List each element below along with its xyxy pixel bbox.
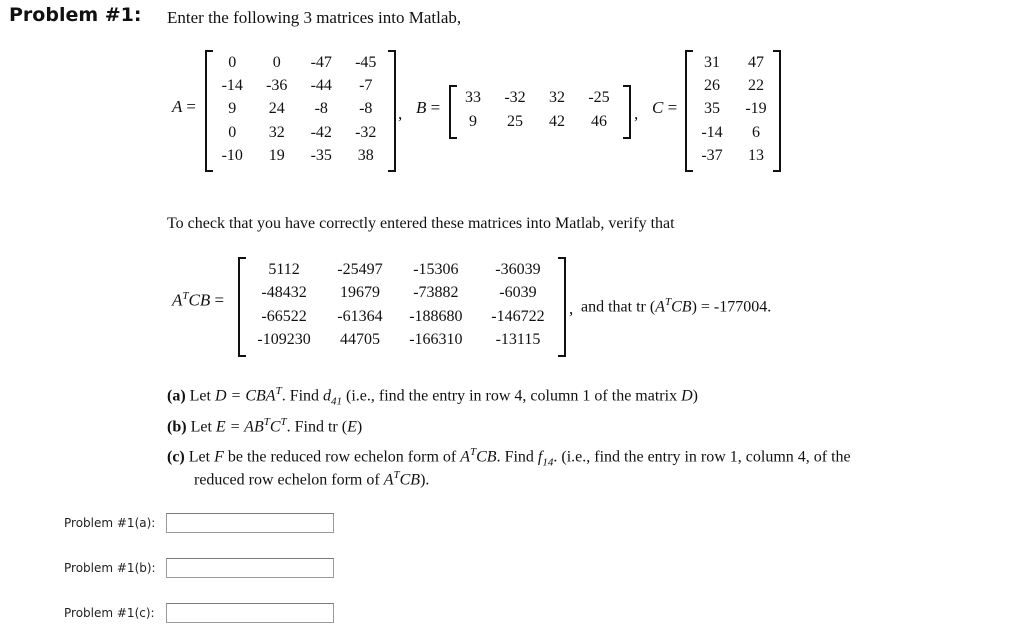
product-matrix-cell: 19679 [339,284,380,302]
answer-b-label: Problem #1(b): [64,561,156,575]
product-matrix-cell: -25497 [337,260,383,278]
matrix-c-row [690,145,778,168]
matrix-b-cell: 32 [548,89,565,106]
matrix-c-cell: 6 [752,123,760,141]
matrix-b-right-bracket [623,85,631,139]
product-matrix [243,258,559,352]
matrix-a-cell: 24 [268,100,285,118]
matrix-c-row [690,121,778,144]
matrix-a-cell: 9 [228,100,237,118]
matrix-b-cell: -25 [588,89,610,106]
product-matrix-cell: -166310 [409,331,463,349]
check-instruction: To check that you have correctly entered these matrices into Matlab, verify that [167,215,675,232]
matrix-c-cell: 13 [748,147,764,165]
matrix-c-cell: 35 [704,100,720,118]
product-matrix-row [243,282,559,306]
matrix-c-right-bracket [773,50,781,172]
matrix-a-right-bracket [388,50,396,172]
matrix-b-cell: 42 [548,113,565,130]
problem-title: Problem #1: [9,4,142,26]
answer-c-input[interactable] [166,603,334,623]
matrix-a-cell: 38 [357,147,374,165]
answer-b-input[interactable] [166,558,334,578]
matrix-a-row [210,145,388,168]
comma-separator: , [634,104,639,123]
matrix-c-row [690,74,778,97]
matrix-a [210,51,388,168]
part-c-text-line1: (c) Let F be the reduced row echelon form of $A^TCB$. Find $f_{14}$. (i.e., find the entry in row 1, column 4, of the [167,446,851,469]
product-matrix-cell: -36039 [495,260,541,278]
matrix-a-row [210,51,388,74]
matrix-b-row [455,86,623,110]
product-matrix-cell: -48432 [261,284,307,302]
matrix-c [690,51,778,168]
problem-intro: Enter the following 3 matrices into Matlab, [167,8,462,27]
part-a-text: (a) Let $D = CBA^T$. Find $d_{41}$ (i.e., find the entry in row 4, column 1 of the matrix D) [167,385,698,408]
answer-a-input[interactable] [166,513,334,533]
product-matrix-cell: -109230 [257,331,311,349]
matrix-a-cell: 0 [272,53,281,71]
product-matrix-cell: -6039 [499,284,537,302]
matrix-a-cell: 32 [268,123,285,141]
part-c-text-line2: reduced row echelon form of $A^TCB$). [194,469,430,489]
product-label: $A^TCB$ = [172,290,225,310]
answer-c-label: Problem #1(c): [64,606,155,620]
matrix-a-cell: -10 [221,147,243,165]
matrix-a-cell: 19 [268,147,285,165]
matrix-a-cell: -7 [359,77,373,95]
matrix-a-cell: 0 [228,123,237,141]
product-matrix-cell: -66522 [261,307,307,325]
matrix-c-cell: 31 [704,53,720,71]
matrix-b-cell: 33 [465,89,481,106]
answer-a-label: Problem #1(a): [64,516,156,530]
product-matrix-row [243,329,559,353]
comma-separator: , [569,299,574,318]
product-matrix-cell: -15306 [413,260,459,278]
matrix-b [455,86,623,134]
comma-separator: , [398,104,403,123]
matrix-c-cell: -19 [745,100,767,118]
matrix-c-label: C = [652,98,678,117]
trace-check: and that tr $(A^TCB) = -177004$. [581,296,772,316]
product-matrix-cell: 44705 [339,331,380,349]
product-matrix-row [243,305,559,329]
matrix-a-cell: -8 [314,100,328,118]
matrix-a-cell: -47 [310,53,332,71]
matrix-b-label: B = [416,98,441,117]
matrix-b-cell: 9 [469,113,477,130]
part-b-text: (b) Let $E = AB^TC^T$. Find tr (E) [167,416,363,436]
matrix-c-row [690,98,778,121]
matrix-a-cell: -32 [355,123,377,141]
matrix-c-cell: 22 [748,77,764,95]
product-right-bracket [558,257,566,357]
matrix-a-cell: -45 [355,53,377,71]
matrix-a-row [210,74,388,97]
matrix-a-cell: -44 [310,77,332,95]
product-matrix-cell: -13115 [495,331,541,349]
matrix-a-cell: -42 [310,123,332,141]
matrix-a-cell: -14 [221,77,243,95]
matrix-b-row [455,110,623,134]
product-matrix-row [243,258,559,282]
matrix-a-label: A = [172,97,196,116]
product-matrix-cell: 5112 [268,260,300,278]
matrix-c-cell: -14 [701,123,723,141]
matrix-a-cell: -36 [266,77,288,95]
matrix-c-cell: 47 [748,53,764,71]
matrix-c-row [690,51,778,74]
product-matrix-cell: -61364 [337,307,383,325]
matrix-a-cell: -35 [310,147,332,165]
matrix-c-cell: -37 [701,147,723,165]
matrix-a-cell: -8 [359,100,373,118]
matrix-b-cell: 25 [506,113,523,130]
matrix-b-cell: 46 [590,113,607,130]
matrix-a-row [210,121,388,144]
product-matrix-cell: -73882 [413,284,459,302]
matrix-a-row [210,98,388,121]
matrix-c-cell: 26 [704,77,720,95]
product-matrix-cell: -188680 [409,307,463,325]
matrix-a-cell: 0 [228,53,237,71]
product-matrix-cell: -146722 [491,307,545,325]
matrix-b-cell: -32 [504,89,526,106]
